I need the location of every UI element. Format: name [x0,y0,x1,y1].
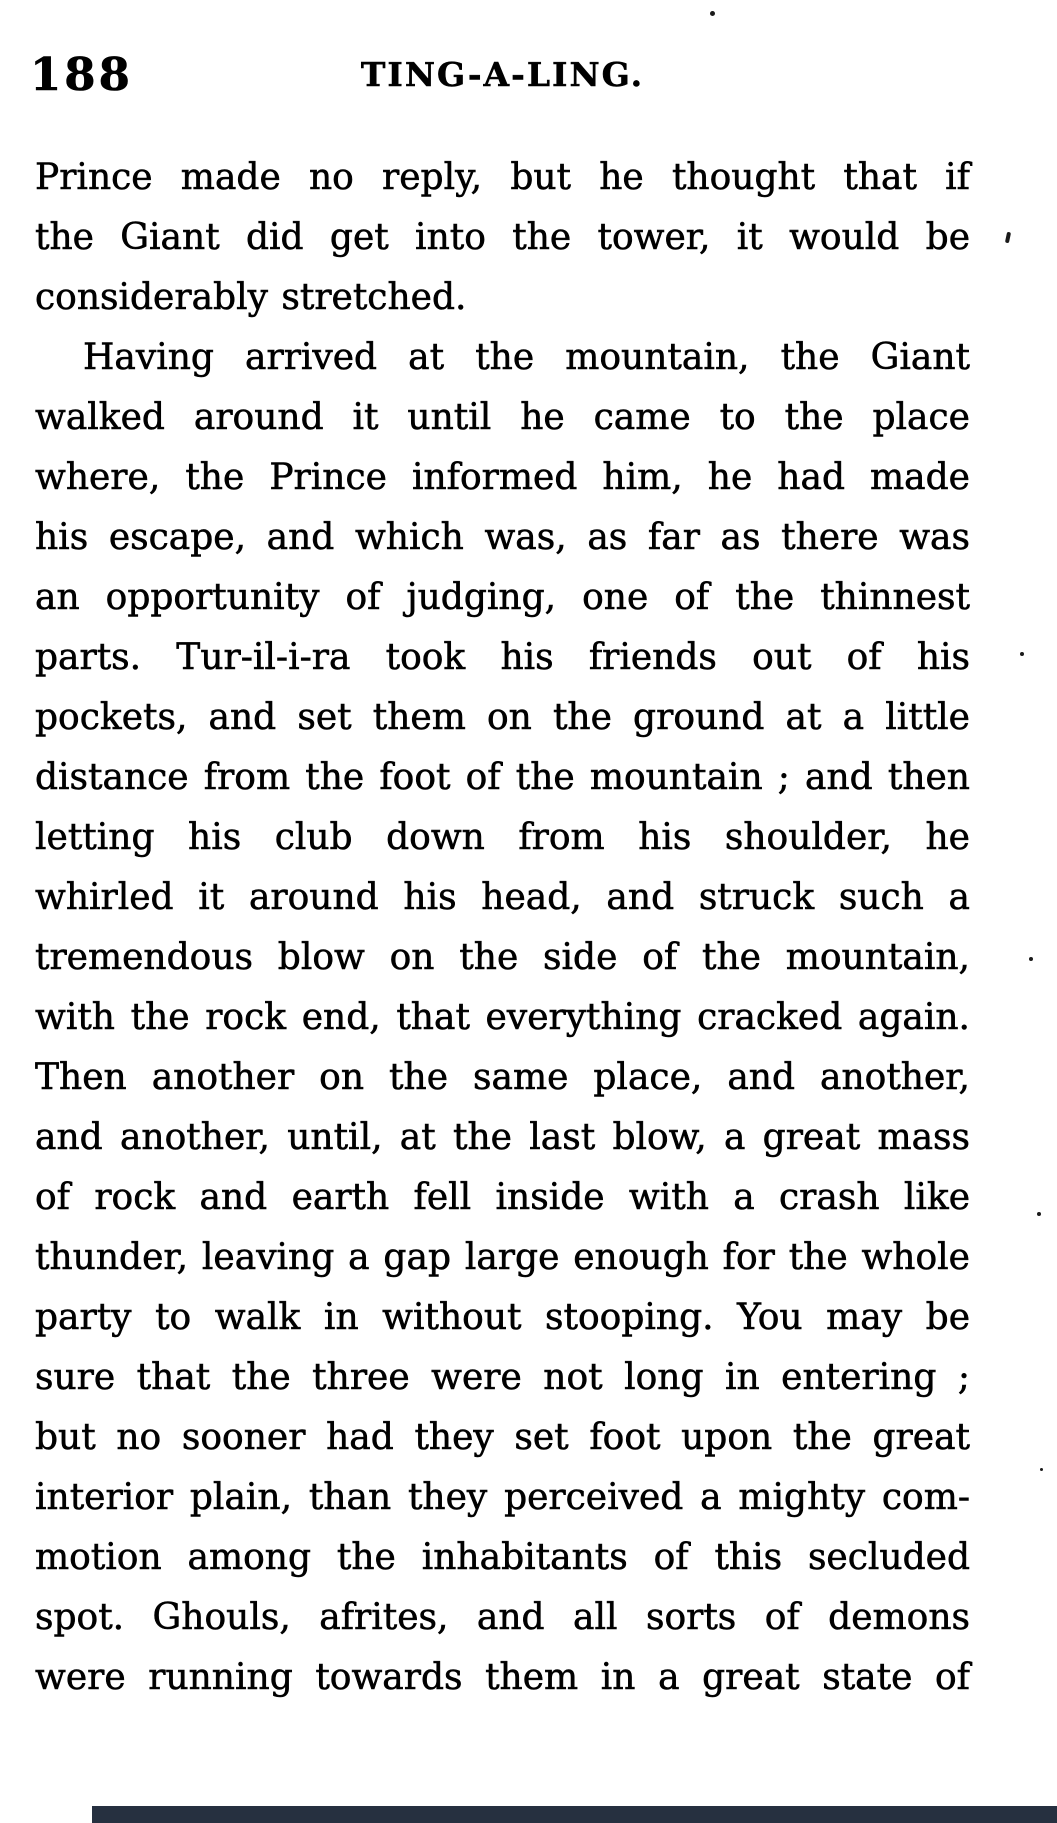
text-line: considerably stretched. [35,277,467,318]
text-line: spot. Ghouls, afrites, and all sorts of demons [35,1597,970,1638]
text-line: were running towards them in a great state of [35,1657,970,1698]
text-line: his escape, and which was, as far as there was [35,517,970,558]
text-line: walked around it until he came to the place [35,397,970,438]
text-line: pockets, and set them on the ground at a little [35,697,970,738]
text-line: sure that the three were not long in entering ; [35,1357,970,1398]
ink-speck [1029,957,1033,961]
body-text [35,148,970,1708]
scan-edge-bar [92,1806,1057,1823]
page-number: 188 [30,48,133,101]
text-line: and another, until, at the last blow, a great mass [35,1117,970,1158]
text-line: thunder, leaving a gap large enough for the whole [35,1237,970,1278]
ink-speck [710,11,715,16]
ink-speck [1040,1468,1043,1471]
text-line: the Giant did get into the tower, it would be [35,217,970,258]
text-line: interior plain, than they perceived a mighty com- [35,1477,970,1518]
ink-speck [1037,1212,1041,1216]
ink-speck [1020,652,1024,656]
text-line: Having arrived at the mountain, the Giant [83,337,970,378]
text-line: letting his club down from his shoulder, he [35,817,970,858]
text-line: tremendous blow on the side of the mountain, [35,937,970,978]
text-line: but no sooner had they set foot upon the great [35,1417,970,1458]
text-line: Prince made no reply, but he thought that if [35,157,970,198]
text-line: whirled it around his head, and struck such a [35,877,970,918]
running-title: TING-A-LING. [360,55,645,94]
ink-speck [1005,232,1011,244]
text-line: Then another on the same place, and another, [35,1057,970,1098]
text-line: of rock and earth fell inside with a crash like [35,1177,970,1218]
text-line: party to walk in without stooping. You may be [35,1297,970,1338]
text-line: with the rock end, that everything cracked again. [35,997,970,1038]
text-line: an opportunity of judging, one of the thinnest [35,577,970,618]
text-line: parts. Tur-il-i-ra took his friends out of his [35,637,970,678]
text-line: motion among the inhabitants of this secluded [35,1537,970,1578]
text-line: distance from the foot of the mountain ; and then [35,757,970,798]
text-line: where, the Prince informed him, he had made [35,457,970,498]
